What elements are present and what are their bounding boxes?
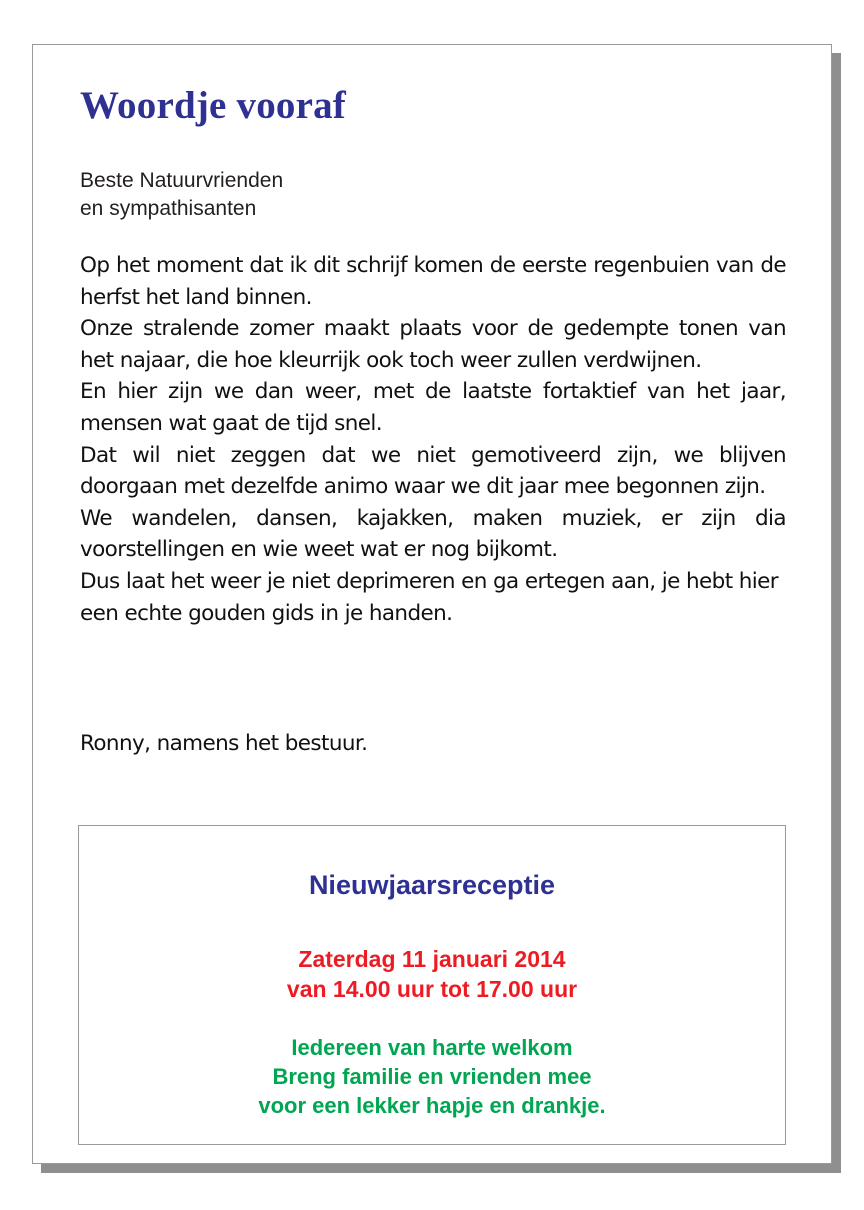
paragraph: Dat wil niet zeggen dat we niet gemotiveerd zijn, we blijven doorgaan met dezelfde animo waar we dit jaar mee begonnen zijn. xyxy=(80,442,786,500)
paragraph: En hier zijn we dan weer, met de laatste fortaktief van het jaar, mensen wat gaat de tijd snel. xyxy=(80,379,786,436)
foreword-body xyxy=(80,250,786,629)
announcement-date xyxy=(79,944,785,1004)
salutation-line: Beste Natuurvrienden xyxy=(80,169,284,192)
date-line: Zaterdag 11 januari 2014 xyxy=(298,946,566,972)
welcome-line: voor een lekker hapje en drankje. xyxy=(258,1093,606,1118)
signature: Ronny, namens het bestuur. xyxy=(80,731,368,756)
page xyxy=(32,44,832,1164)
salutation xyxy=(80,167,283,223)
paragraph: We wandelen, dansen, kajakken, maken muziek, er zijn dia voorstellingen en wie weet wat er nog bijkomt. xyxy=(80,505,786,563)
time-line: van 14.00 uur tot 17.00 uur xyxy=(286,976,578,1002)
welcome-line: Breng familie en vrienden mee xyxy=(272,1064,592,1089)
paragraph: Op het moment dat ik dit schrijf komen de eerste regenbuien van de herfst het land binnen. xyxy=(80,253,786,310)
announcement-title: Nieuwjaarsreceptie xyxy=(308,870,556,900)
announcement-box xyxy=(78,825,786,1145)
announcement-welcome xyxy=(79,1033,785,1120)
paragraph: Dus laat het weer je niet deprimeren en ga ertegen aan, je hebt hier een echte gouden gids in je handen. xyxy=(80,568,779,626)
salutation-line: en sympathisanten xyxy=(80,197,257,220)
welcome-line: Iedereen van harte welkom xyxy=(291,1035,573,1060)
paragraph: Onze stralende zomer maakt plaats voor de gedempte tonen van het najaar, die hoe kleurrijk ook toch weer zullen verdwijnen. xyxy=(80,316,786,373)
page-title: Woordje vooraf xyxy=(80,84,346,127)
